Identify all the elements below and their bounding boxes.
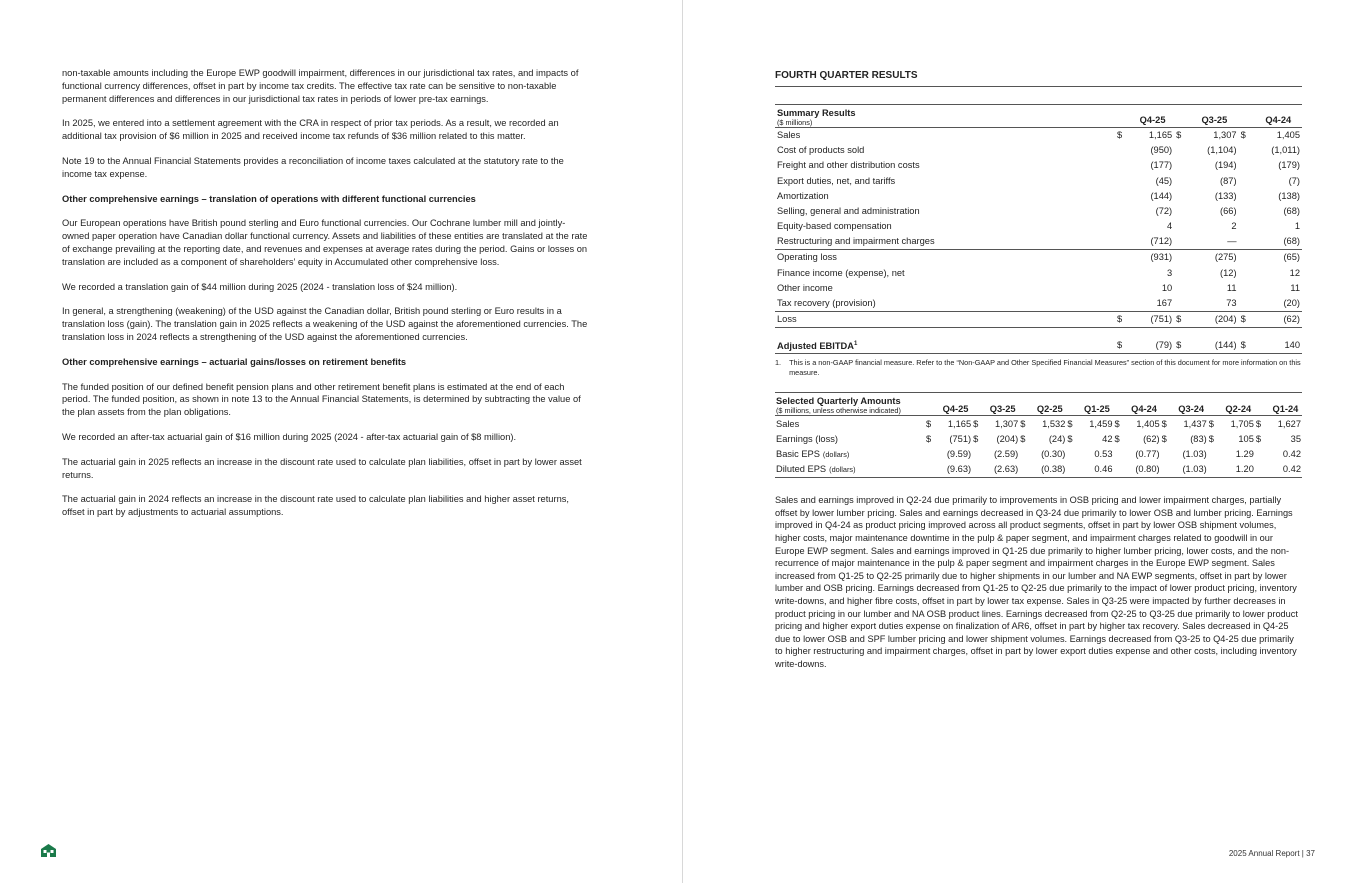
dollar-sign [1115,158,1131,173]
value-cell: (65) [1255,250,1302,266]
dollar-sign [1255,447,1269,462]
summary-row [775,143,1302,158]
summary-header-label [775,104,1115,127]
row-label [775,338,1115,354]
dollar-sign [925,462,939,478]
row-label: Operating loss [775,250,1115,266]
summary-col-header: Q4-25 [1131,104,1174,127]
summary-row [775,173,1302,188]
value-cell: (68) [1283,205,1300,216]
body-paragraph: The actuarial gain in 2025 reflects an increase in the discount rate used to calculate plan liabilities, offset in part by lower asset returns. [62,456,582,480]
dollar-sign [1066,447,1080,462]
quarterly-col-header: Q2-24 [1222,393,1255,416]
dollar-sign: $ [1239,312,1255,328]
dollar-sign: $ [1161,433,1167,444]
summary-row [775,265,1302,280]
dollar-spacer [1114,393,1128,416]
body-paragraph: In general, a strengthening (weakening) of the USD against the Canadian dollar, British pound sterling or Euro results in a translation loss (gain). The translation gain in 2025 reflects a weakening of the USD against the aforementioned currencies. The translation loss in 2024 reflects a strengthening of the USD against the aforementioned currencies. [62,306,588,342]
dollar-sign: $ [1067,433,1073,444]
summary-row [775,281,1302,296]
value-cell: 0.42 [1282,448,1301,459]
value-cell: (133) [1214,190,1237,201]
dollar-sign [1239,234,1255,250]
dollar-sign: $ [973,418,979,429]
quarterly-row [775,447,1302,462]
body-paragraph: The actuarial gain in 2024 reflects an increase in the discount rate used to calculate plan liabilities and higher asset returns, offset in part by adjustments to actuarial assumptions. [62,494,569,518]
body-paragraph: non-taxable amounts including the Europe EWP goodwill impairment, differences in our jurisdictional tax rates, and impacts of functional currency differences, offset in part by income tax credits. The effective tax rate can be sensitive to non-taxable permanent differences and differences in our jurisdictional tax rates in periods of lower pre-tax earnings. [62,68,579,104]
summary-row [775,158,1302,173]
dollar-sign [1208,447,1222,462]
dollar-spacer [925,393,939,416]
value-cell: (931) [1131,250,1174,266]
value-cell: 2 [1231,221,1237,232]
section-title: FOURTH QUARTER RESULTS [775,70,1302,87]
row-label: Other income [777,282,833,293]
value-cell: 0.46 [1080,462,1113,478]
summary-row [775,296,1302,312]
value-cell: (751) [1131,312,1174,328]
row-label: Restructuring and impairment charges [777,236,935,247]
value-cell: 1,165 [947,418,972,429]
value-cell: (0.80) [1128,462,1161,478]
quarterly-amounts-table [775,392,1302,478]
quarterly-title: Selected Quarterly Amounts [776,396,901,407]
dollar-sign [1114,462,1128,478]
dollar-sign: $ [1240,129,1246,140]
dollar-sign: $ [1208,418,1214,429]
dollar-spacer [1161,393,1175,416]
quarterly-col-header: Q1-25 [1080,393,1113,416]
summary-title: Summary Results [777,107,856,118]
dollar-sign: $ [973,433,979,444]
summary-col-header: Q3-25 [1190,104,1238,127]
spacer-row [775,328,1302,339]
dollar-sign: $ [1114,418,1120,429]
value-cell: 167 [1131,296,1174,312]
value-cell: 42 [1102,433,1113,444]
quarterly-commentary: Sales and earnings improved in Q2-24 due primarily to improvements in OSB pricing and lower impairment charges, partially offset by lower lumber pricing. Sales and earnings decreased in Q3-24 due primarily to lower OSB and lumber pricing. Earnings improved in Q4-24 as product pricing improved across all product segments, offset in part by lower OSB shipment volumes, higher costs, major maintenance downtime in the pulp & paper segment, and impairment charges related to goodwill in our Europe EWP segment. Sales and earnings improved in Q1-25 due primarily to higher lumber pricing, lower costs, and the non-recurrence of major maintenance in the pulp & paper segment and impairment charges in the Europe EWP segment. Sales increased from Q1-25 to Q2-25 primarily due to higher shipments in our lumber and NA EWP segments, offset in part by lower lumber and OSB pricing. Earnings decreased from Q1-25 to Q2-25 due primarily to the impact of lower product pricing, inventory write-downs, and higher fibre costs, offset in part by lower tax expense. Sales in Q3-25 were impacted by further decreases in product pricing in our lumber and NA OSB product lines. Earnings decreased from Q2-25 to Q3-25 due primarily to lower product pricing and higher export duties expense on finalization of AR6, offset in part by higher tax recovery. Sales decreased in Q4-25 due to lower OSB and SPF lumber pricing and lower shipment volumes. Earnings decreased from Q3-25 to Q4-25 due primarily to higher restructuring and impairment charges, offset in part by lower export duties expense and other costs, including inventory write-downs. [775,495,1298,669]
dollar-sign [1174,219,1190,234]
footnote [775,358,1302,378]
dollar-sign [1115,281,1131,296]
dollar-spacer [972,393,986,416]
dollar-sign: $ [926,418,932,429]
dollar-sign [1239,189,1255,204]
value-cell: (45) [1155,175,1173,186]
dollar-sign: $ [1117,129,1123,140]
dollar-sign [1115,234,1131,250]
value-cell: 1,405 [1136,418,1160,429]
value-cell: (1.03) [1175,462,1208,478]
row-unit: (dollars) [822,449,850,459]
dollar-sign [1161,447,1175,462]
summary-subtitle: ($ millions) [777,117,813,127]
company-logo-icon [40,843,57,858]
section-heading: Other comprehensive earnings – actuarial gains/losses on retirement benefits [62,356,407,367]
value-cell: 1.20 [1222,462,1255,478]
dollar-sign [1174,265,1190,280]
dollar-sign: $ [1255,433,1262,444]
footnote-text: This is a non-GAAP financial measure. Refer to the “Non-GAAP and Other Specified Financial Measures” section of this document for more information on this measure. [789,358,1301,378]
row-label-text: Diluted EPS [776,464,827,475]
body-paragraph: We recorded a translation gain of $44 million during 2025 (2024 - translation loss of $24 million). [62,281,458,292]
dollar-spacer [1066,393,1080,416]
row-label: Cost of products sold [777,145,865,156]
value-cell: (179) [1278,160,1300,171]
value-cell: (275) [1190,250,1238,266]
dollar-sign [1239,173,1255,188]
value-cell: 0.53 [1094,448,1113,459]
dollar-sign [1239,204,1255,219]
dollar-sign [1115,204,1131,219]
row-label: Equity-based compensation [777,221,892,232]
value-cell: (87) [1220,175,1237,186]
body-paragraph: We recorded an after-tax actuarial gain of $16 million during 2025 (2024 - after-tax actuarial gain of $8 million). [62,431,517,442]
right-text-column [775,70,1302,670]
dollar-sign [1115,173,1131,188]
quarterly-col-header: Q1-24 [1269,393,1302,416]
value-cell: 105 [1238,433,1254,444]
row-label: Selling, general and administration [777,205,920,216]
value-cell: (66) [1220,205,1237,216]
dollar-sign [1255,462,1269,478]
row-label: Sales [777,129,801,140]
summary-col-header: Q4-24 [1255,104,1302,127]
dollar-sign [1174,173,1190,188]
value-cell: (712) [1150,236,1173,247]
value-cell: 11 [1226,282,1237,293]
value-cell: (83) [1190,433,1207,444]
quarterly-row [775,432,1302,447]
value-cell: (0.30) [1041,448,1066,459]
row-label-text: Basic EPS [776,448,820,459]
dollar-sign [1161,462,1175,478]
dollar-sign [1115,189,1131,204]
value-cell: — [1227,236,1237,247]
value-cell: (9.63) [939,462,972,478]
dollar-sign [1174,158,1190,173]
value-cell: (62) [1143,433,1160,444]
value-cell: (79) [1131,338,1174,354]
dollar-sign [1174,281,1190,296]
dollar-sign [1174,250,1190,266]
dollar-sign [1115,265,1131,280]
dollar-sign: $ [1208,433,1214,444]
summary-row [775,204,1302,219]
value-cell: (751) [949,433,972,444]
quarterly-col-header: Q3-24 [1175,393,1208,416]
quarterly-col-header: Q3-25 [986,393,1019,416]
value-cell: (950) [1150,145,1173,156]
value-cell: 1,627 [1277,418,1301,429]
dollar-spacer [1255,393,1269,416]
footnote-number: 1. [775,358,782,368]
dollar-sign: $ [1176,129,1182,140]
value-cell: (1,104) [1207,145,1237,156]
value-cell: (1.03) [1182,448,1207,459]
dollar-sign [1115,296,1131,312]
row-label: Loss [775,312,1115,328]
quarterly-col-header: Q2-25 [1033,393,1066,416]
row-label [775,432,925,447]
dollar-sign: $ [1174,312,1190,328]
row-label: Export duties, net, and tariffs [777,175,896,186]
dollar-sign: $ [1115,338,1131,354]
dollar-sign: $ [1239,338,1255,354]
value-cell: (62) [1255,312,1302,328]
value-cell: (204) [1190,312,1238,328]
dollar-sign: $ [1114,433,1120,444]
left-page [0,0,682,883]
row-unit: (dollars) [829,465,856,475]
dollar-sign: $ [1020,433,1026,444]
section-heading: Other comprehensive earnings – translation of operations with different functional currencies [62,193,476,204]
dollar-sign [925,447,939,462]
ebitda-row [775,338,1302,354]
summary-row [775,312,1302,328]
value-cell: (194) [1214,160,1237,171]
summary-row [775,234,1302,250]
quarterly-row [775,416,1302,432]
dollar-sign [1239,219,1255,234]
quarterly-col-header: Q4-24 [1128,393,1161,416]
body-paragraph: Note 19 to the Annual Financial Statements provides a reconciliation of income taxes calculated at the statutory rate to the income tax expense. [62,155,564,179]
page-folio: 2025 Annual Report | 37 [1228,849,1315,858]
dollar-sign [1115,143,1131,158]
dollar-sign [1239,265,1255,280]
left-text-column [62,67,590,531]
value-cell: (144) [1150,190,1173,201]
dollar-sign [1239,281,1255,296]
dollar-sign [1208,462,1222,478]
ebitda-label: Adjusted EBITDA [777,341,854,352]
summary-header-row [775,104,1302,127]
body-paragraph: In 2025, we entered into a settlement agreement with the CRA in respect of prior tax periods. As a result, we recorded an additional tax provision of $6 million in 2025 and received income tax refunds of $36 million related to this matter. [62,118,559,142]
row-label [775,416,925,432]
value-cell: (204) [996,433,1019,444]
dollar-sign: $ [1161,418,1167,429]
value-cell: (68) [1283,236,1300,247]
dollar-sign: $ [1020,418,1026,429]
summary-row [775,127,1302,143]
value-cell: (177) [1150,160,1173,171]
dollar-sign [1066,462,1080,478]
value-cell: 140 [1255,338,1302,354]
dollar-sign [1239,250,1255,266]
value-cell: (12) [1220,267,1237,278]
value-cell: 1,165 [1148,129,1173,140]
dollar-sign [1174,143,1190,158]
quarterly-col-header: Q4-25 [939,393,972,416]
row-label: Finance income (expense), net [777,267,905,278]
dollar-sign [1174,296,1190,312]
dollar-sign [1239,158,1255,173]
row-label: Amortization [777,190,829,201]
value-cell: (2.63) [986,462,1019,478]
dollar-sign [1239,143,1255,158]
row-label-text: Sales [776,418,800,429]
dollar-sign [1174,234,1190,250]
dollar-sign [1115,219,1131,234]
row-label [775,447,925,462]
value-cell: (7) [1288,175,1300,186]
value-cell: 1 [1294,221,1300,232]
value-cell: (138) [1278,190,1300,201]
value-cell: (1,011) [1271,145,1300,156]
value-cell: (0.77) [1135,448,1160,459]
dollar-sign [972,462,986,478]
dollar-sign [1174,189,1190,204]
quarterly-header-label [775,393,925,416]
row-label: Freight and other distribution costs [777,160,920,171]
value-cell: 1,405 [1276,129,1300,140]
summary-results-table [775,104,1302,355]
dollar-sign: $ [1174,338,1190,354]
body-paragraph: The funded position of our defined benefit pension plans and other retirement benefit plans is estimated at the end of each period. The funded position, as shown in note 13 to the Annual Financial Statements, is determined by subtracting the value of the plan assets from the plan obligations. [62,381,581,418]
dollar-sign [1019,462,1033,478]
value-cell: (2.59) [993,448,1019,459]
dollar-sign: $ [926,433,932,444]
value-cell: 4 [1166,221,1173,232]
dollar-sign [1115,250,1131,266]
dollar-sign: $ [1067,418,1073,429]
value-cell: 73 [1190,296,1238,312]
summary-row [775,189,1302,204]
quarterly-header-row [775,393,1302,416]
value-cell: 0.42 [1269,462,1302,478]
row-label: Tax recovery (provision) [775,296,1115,312]
summary-row [775,219,1302,234]
dollar-sign [1019,447,1033,462]
dollar-sign: $ [1115,312,1131,328]
value-cell: (144) [1190,338,1238,354]
dollar-sign [1239,296,1255,312]
value-cell: (72) [1155,205,1173,216]
dollar-sign [1174,204,1190,219]
value-cell: 1,532 [1042,418,1066,429]
value-cell: 1,307 [1213,129,1237,140]
value-cell: (9.59) [946,448,972,459]
value-cell: 3 [1166,267,1173,278]
value-cell: (0.38) [1033,462,1066,478]
value-cell: 10 [1161,282,1173,293]
value-cell: 1.29 [1235,448,1254,459]
value-cell: 1,437 [1183,418,1207,429]
value-cell: 1,705 [1230,418,1254,429]
dollar-spacer [1208,393,1222,416]
value-cell: 11 [1290,282,1300,293]
value-cell: (20) [1255,296,1302,312]
body-paragraph: Our European operations have British pound sterling and Euro functional currencies. Our Cochrane lumber mill and jointly-owned paper operation have Canadian dollar functional currency. Assets and liabilities of these entities are translated at the rate of exchange prevailing at the reporting date, and revenues and expenses at average rates during the period. Gains or losses on translation are included as a component of shareholders’ equity in Accumulated other comprehensive loss. [62,218,588,267]
value-cell: 12 [1289,267,1300,278]
value-cell: 35 [1290,433,1301,444]
value-cell: 1,307 [994,418,1019,429]
dollar-sign [1114,447,1128,462]
dollar-sign: $ [1255,418,1262,429]
quarterly-subtitle: ($ millions, unless otherwise indicated) [776,406,901,416]
quarterly-row [775,462,1302,478]
dollar-spacer [1019,393,1033,416]
summary-row [775,250,1302,266]
row-label [775,462,925,478]
value-cell: 1,459 [1089,418,1113,429]
row-label-text: Earnings (loss) [776,433,839,444]
value-cell: (24) [1048,433,1066,444]
dollar-sign [972,447,986,462]
footnote-marker: 1 [853,341,858,348]
